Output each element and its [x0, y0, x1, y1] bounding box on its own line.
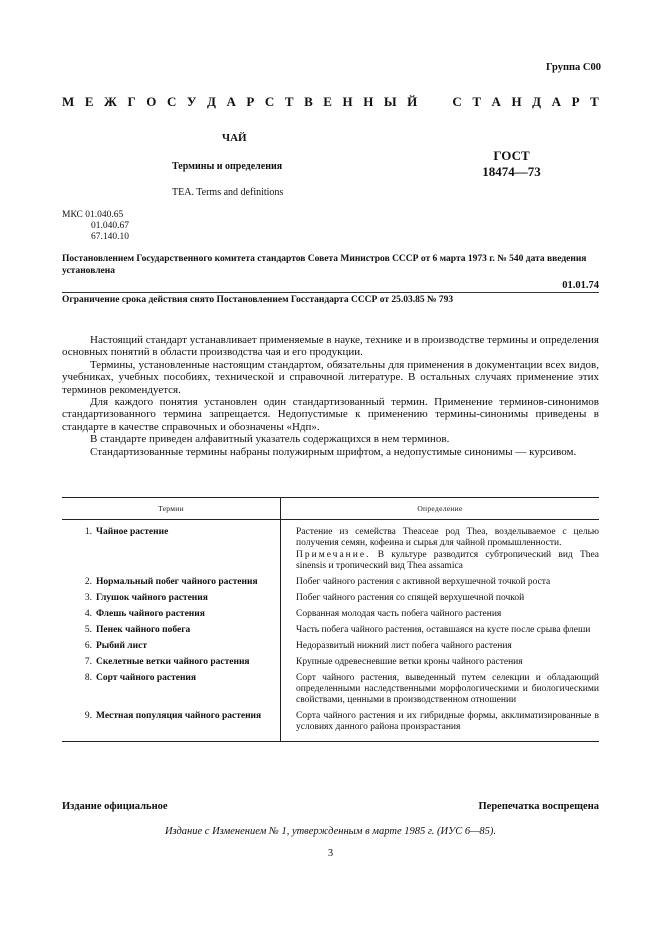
table-row — [62, 639, 599, 655]
term-number: 8. — [84, 673, 92, 683]
mks-line-2: 01.040.67 — [91, 221, 129, 231]
term-cell — [62, 655, 281, 671]
term-number: 4. — [84, 609, 92, 619]
term-cell — [62, 639, 281, 655]
banner-word-standard-letter: С — [452, 94, 462, 109]
banner-word-interstate-letter: С — [166, 94, 177, 109]
table-row — [62, 655, 599, 671]
term-name: Пенек чайного побега — [96, 625, 191, 635]
page-number: 3 — [327, 848, 334, 859]
gost-label: ГОСТ — [493, 148, 530, 163]
definition-text: Часть побега чайного растения, оставшаяся на кусте после срыва флеши — [296, 625, 591, 635]
banner-word-interstate-letter: Н — [342, 94, 353, 109]
decree-text: Постановлением Государственного комитета стандартов Совета Министров СССР от 6 марта 1973 г. № 540 дата введения установлена — [62, 254, 587, 276]
banner-word-interstate-letter: О — [146, 94, 157, 109]
column-header-definition: Определение — [281, 498, 600, 520]
definition-text: Недоразвитый нижний лист побега чайного растения — [296, 641, 512, 651]
banner-word-interstate-letter: А — [226, 94, 236, 109]
english-title: TEA. Terms and definitions — [172, 187, 284, 198]
term-name: Глушок чайного растения — [96, 593, 208, 603]
definition-note — [296, 550, 599, 572]
note-label: Примечание. — [296, 550, 371, 560]
official-edition-label: Издание официальное — [62, 801, 168, 812]
intro-text — [62, 334, 599, 458]
definition-cell — [281, 655, 600, 671]
table-row — [62, 623, 599, 639]
document-title: ЧАЙ — [222, 132, 247, 144]
term-cell — [62, 607, 281, 623]
intro-paragraph-2: Термины, установленные настоящим стандартом, обязательны для применения в документации всех видов, учебниках, учебных пособиях, технической и справочной литературе. В остальных случаях применение этих терминов рекомендуется. — [62, 358, 599, 396]
definition-cell — [281, 709, 600, 742]
definition-text: Побег чайного растения со спящей верхушечной почкой — [296, 593, 525, 603]
definition-cell — [281, 591, 600, 607]
table-row — [62, 607, 599, 623]
banner-gap — [428, 94, 442, 110]
reprint-prohibited-label: Перепечатка воспрещена — [478, 801, 599, 812]
term-name: Нормальный побег чайного растения — [96, 577, 258, 587]
term-number: 3. — [84, 593, 92, 603]
table-row — [62, 709, 599, 742]
banner-word-interstate-letter: Д — [206, 94, 216, 109]
term-number: 1. — [84, 527, 92, 537]
interstate-standard-banner — [62, 94, 599, 110]
term-cell — [62, 520, 281, 576]
banner-word-interstate-letter: Р — [246, 94, 255, 109]
definition-cell — [281, 639, 600, 655]
mks-codes — [62, 210, 129, 243]
intro-paragraph-3: Для каждого понятия установлен один стандартизованный термин. Применение терминов-синонимов стандартизованного термина запрещается. Недопустимые к применению термины-синонимы приведены в стандарте в качестве справочных и обозначены «Ндп». — [62, 396, 599, 433]
table-header-row — [62, 498, 599, 520]
term-name: Сорт чайного растения — [96, 673, 197, 683]
document-subtitle: Термины и определения — [172, 161, 283, 172]
term-number: 9. — [84, 711, 92, 721]
intro-paragraph-4: В стандарте приведен алфавитный указатель содержащихся в нем терминов. — [90, 433, 450, 446]
term-name: Флешь чайного растения — [96, 609, 205, 619]
banner-word-standard-letter: Д — [532, 94, 542, 109]
table-row — [62, 575, 599, 591]
banner-word-standard-letter: А — [491, 94, 501, 109]
banner-word-standard-letter: А — [551, 94, 562, 109]
banner-word-interstate-letter: Н — [363, 94, 374, 109]
terms-table — [62, 497, 599, 742]
table-row — [62, 591, 599, 607]
term-name: Местная популяция чайного растения — [96, 711, 262, 721]
definition-cell — [281, 520, 600, 576]
banner-word-interstate-letter: У — [186, 94, 197, 109]
definition-text: Сорт чайного растения, выведенный путем селекции и обладающий определенными наследственными морфологическими и биологическими свойствами, ценными в производственном отношении — [296, 673, 599, 705]
divider — [62, 292, 599, 293]
term-number: 6. — [84, 641, 92, 651]
banner-word-interstate-letter: С — [264, 94, 275, 109]
term-cell — [62, 591, 281, 607]
definition-text: Сорванная молодая часть побега чайного растения — [296, 609, 502, 619]
note-text: В культуре разводится субтропический вид Thea sinensis и тропический вид Thea assamica — [296, 550, 599, 571]
term-number: 7. — [84, 657, 92, 667]
term-name: Рыбий лист — [96, 641, 147, 651]
banner-word-interstate-letter: Т — [284, 94, 294, 109]
banner-word-interstate-letter: Г — [127, 94, 136, 109]
intro-paragraph-1: Настоящий стандарт устанавливает применяемые в науке, технике и в производстве термины и определения основных понятий в области производства чая и его продукции. — [62, 334, 599, 359]
gost-designation — [474, 148, 549, 180]
definition-cell — [281, 623, 600, 639]
banner-word-standard-letter: Р — [571, 94, 580, 109]
banner-word-standard-letter: Т — [472, 94, 481, 109]
term-cell — [62, 671, 281, 709]
term-number: 2. — [84, 577, 92, 587]
limitation-text: Ограничение срока действия снято Постановлением Госстандарта СССР от 25.03.85 № 793 — [62, 295, 454, 305]
banner-word-interstate-letter: Ы — [383, 94, 397, 109]
banner-word-standard-letter: Н — [511, 94, 522, 109]
effective-date: 01.01.74 — [562, 280, 599, 291]
definition-text: Растение из семейства Theaceae род Thea, возделываемое с целью получения семян, кофеина и сырья для чайной промышленности. — [296, 527, 599, 548]
banner-word-interstate-letter: Й — [407, 94, 418, 109]
mks-line-1: МКС 01.040.65 — [62, 210, 124, 220]
banner-word-interstate-letter: Е — [84, 94, 94, 109]
term-number: 5. — [84, 625, 92, 635]
table-row — [62, 520, 599, 576]
term-name: Скелетные ветки чайного растения — [96, 657, 250, 667]
definition-text: Побег чайного растения с активной верхушечной точкой роста — [296, 577, 551, 587]
banner-word-interstate-letter: В — [304, 94, 313, 109]
term-cell — [62, 709, 281, 742]
intro-paragraph-5: Стандартизованные термины набраны полужирным шрифтом, а недопустимые синонимы — курсивом. — [90, 445, 577, 458]
definition-cell — [281, 671, 600, 709]
table-row — [62, 671, 599, 709]
group-code: Группа С00 — [545, 62, 601, 73]
banner-word-interstate-letter: Ж — [104, 94, 117, 109]
mks-line-3: 67.140.10 — [91, 232, 129, 242]
definition-cell — [281, 575, 600, 591]
banner-word-interstate-letter: М — [62, 94, 75, 109]
definition-text: Сорта чайного растения и их гибридные формы, акклиматизированные в условиях данного района произрастания — [296, 711, 599, 732]
definition-text: Крупные одревесневшие ветки кроны чайного растения — [296, 657, 523, 667]
term-name: Чайное растение — [96, 527, 169, 537]
term-cell — [62, 623, 281, 639]
banner-word-interstate-letter: Е — [323, 94, 332, 109]
definition-cell — [281, 607, 600, 623]
term-cell — [62, 575, 281, 591]
column-header-term: Термин — [62, 498, 281, 520]
banner-word-standard-letter: Т — [590, 94, 599, 109]
change-note: Издание с Изменением № 1, утвержденным в марте 1985 г. (ИУС 6—85). — [164, 826, 497, 837]
gost-number: 18474—73 — [482, 164, 541, 179]
